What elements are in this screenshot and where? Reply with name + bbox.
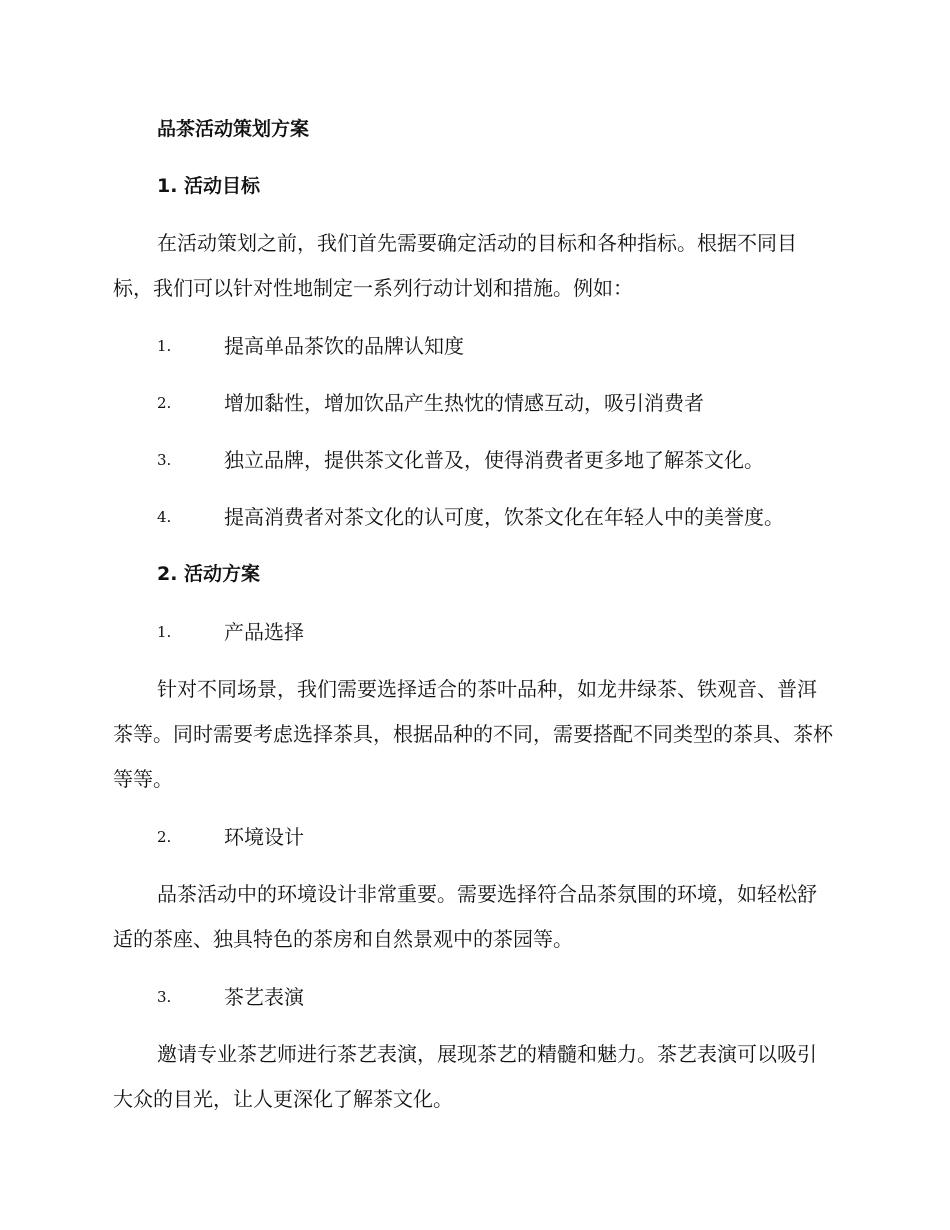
list-item-text: 提高消费者对茶文化的认可度，饮茶文化在年轻人中的美誉度。 [224, 505, 784, 529]
subsection-number: 1. [157, 623, 172, 641]
list-item-number: 3. [157, 451, 172, 469]
subsection-title: 茶艺表演 [224, 985, 304, 1009]
document-title: 品茶活动策划方案 [157, 118, 310, 140]
subsection-body: 邀请专业茶艺师进行茶艺表演，展现茶艺的精髓和魅力。茶艺表演可以吸引大众的目光，让人更深化了解茶文化。 [113, 1042, 817, 1111]
list-item-number: 4. [157, 508, 172, 526]
subsection-number: 3. [157, 988, 172, 1006]
list-item-text: 提高单品茶饮的品牌认知度 [224, 334, 464, 358]
section-heading-plan: 2. 活动方案 [157, 563, 261, 585]
list-item-number: 1. [157, 337, 172, 355]
subsection-title: 环境设计 [224, 825, 304, 849]
subsection-title: 产品选择 [224, 620, 304, 644]
subsection-number: 2. [157, 828, 172, 846]
section-heading-goals: 1. 活动目标 [157, 175, 261, 197]
list-item-text: 增加黏性，增加饮品产生热忱的情感互动，吸引消费者 [224, 391, 704, 415]
list-item-text: 独立品牌，提供茶文化普及，使得消费者更多地了解茶文化。 [224, 448, 764, 472]
subsection-body: 品茶活动中的环境设计非常重要。需要选择符合品茶氛围的环境，如轻松舒适的茶座、独具特色的茶房和自然景观中的茶园等。 [113, 882, 817, 951]
subsection-body: 针对不同场景，我们需要选择适合的茶叶品种，如龙井绿茶、铁观音、普洱茶等。同时需要考虑选择茶具，根据品种的不同，需要搭配不同类型的茶具、茶杯等等。 [113, 677, 833, 791]
goals-intro-paragraph: 在活动策划之前，我们首先需要确定活动的目标和各种指标。根据不同目标，我们可以针对性地制定一系列行动计划和措施。例如： [113, 231, 797, 300]
list-item-number: 2. [157, 394, 172, 412]
